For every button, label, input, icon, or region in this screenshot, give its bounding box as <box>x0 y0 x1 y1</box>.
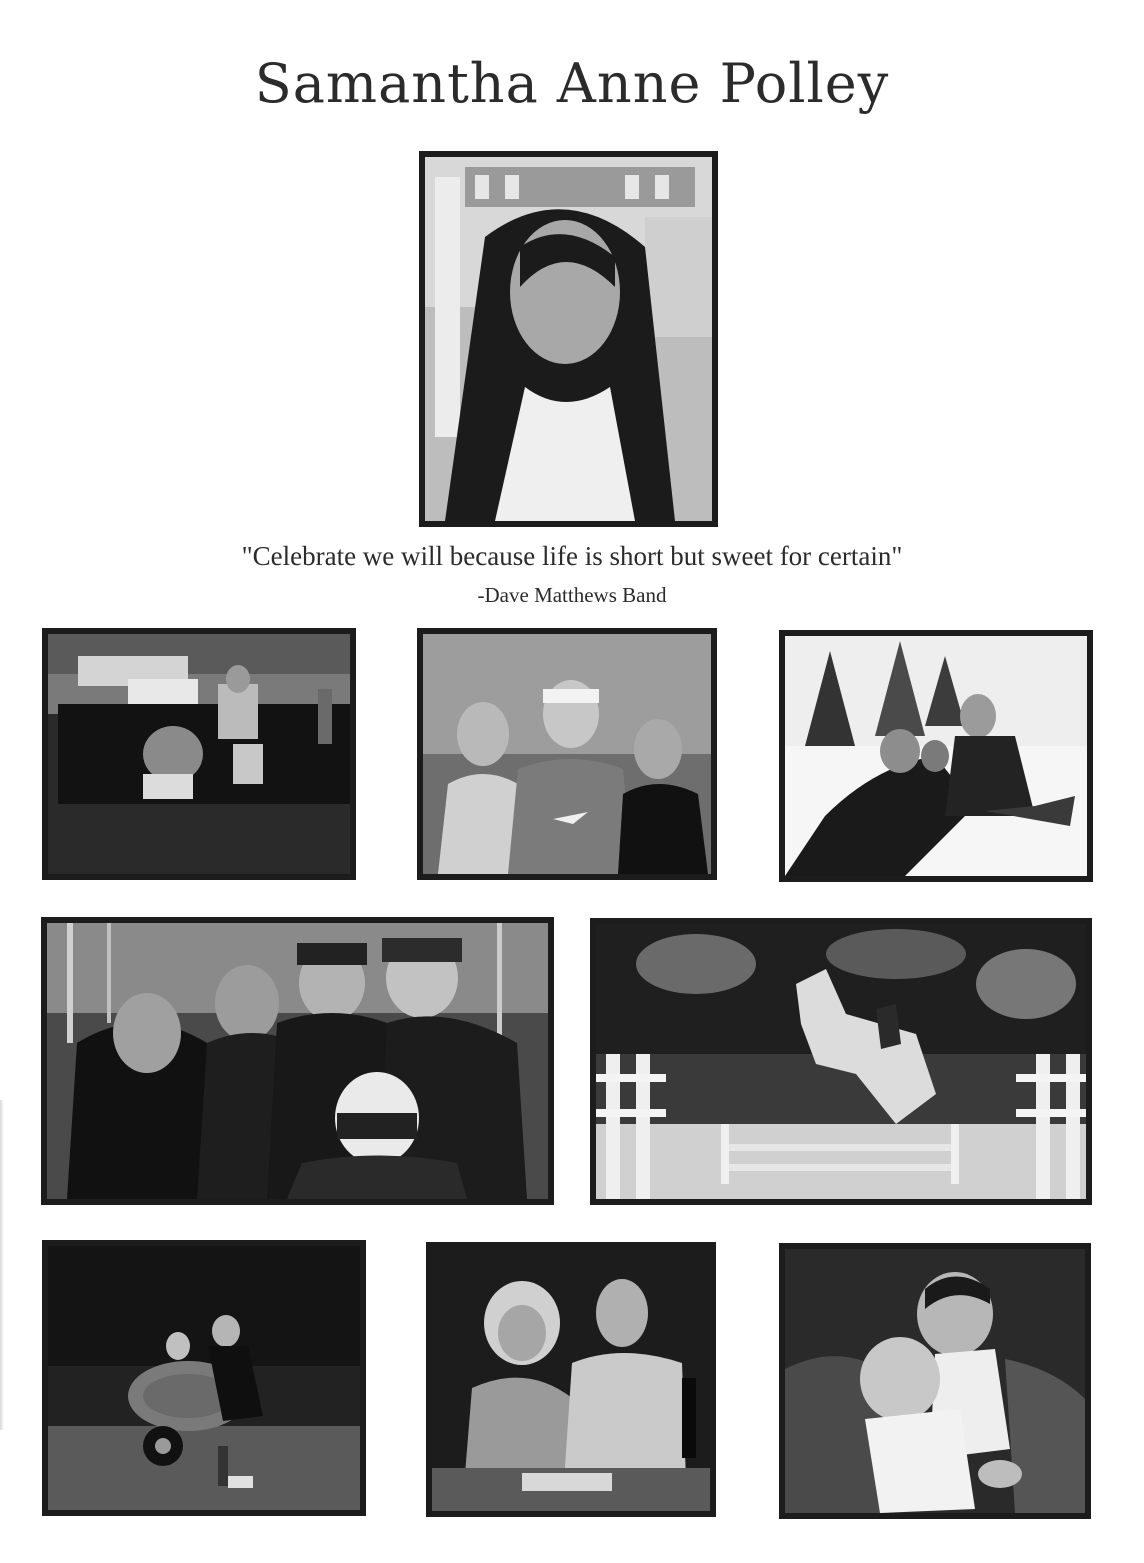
page-title: Samantha Anne Polley <box>254 52 890 115</box>
ski-family-photo <box>41 917 554 1205</box>
snow-photo <box>779 630 1093 882</box>
playground-photo <box>42 1240 366 1516</box>
group-of-three-photo <box>417 628 717 880</box>
page-edge-shadow <box>0 1100 4 1430</box>
quote-attribution: -Dave Matthews Band <box>477 583 667 607</box>
baby-and-child-photo <box>779 1243 1091 1519</box>
couple-photo <box>426 1242 716 1517</box>
quote-text: "Celebrate we will because life is short but sweet for certain" <box>241 541 903 571</box>
portrait-photo <box>419 151 718 527</box>
car-photo <box>42 628 356 880</box>
horse-jumping-photo <box>590 918 1092 1205</box>
